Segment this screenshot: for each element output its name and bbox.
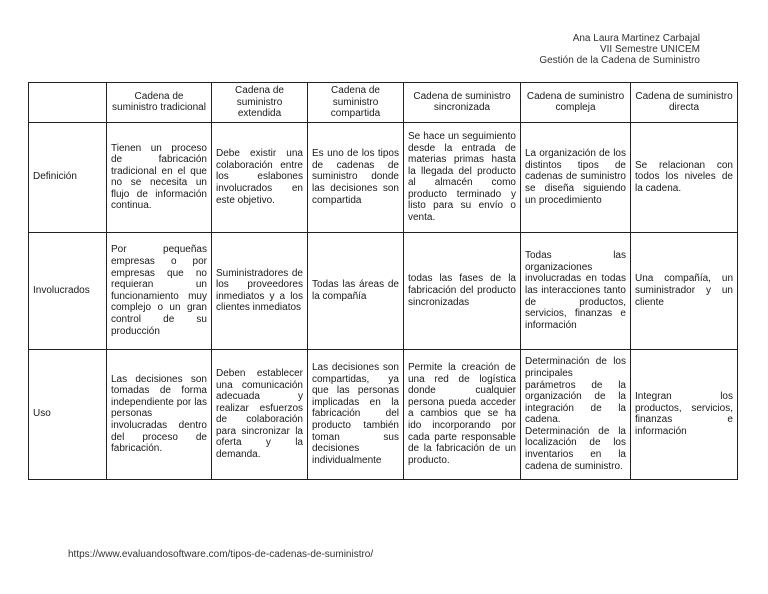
header-empty-cell bbox=[29, 83, 107, 123]
cell-involucrados-sincronizada: todas las fases de la fabricación del producto sincronizadas bbox=[404, 232, 521, 349]
row-label-uso: Uso bbox=[29, 349, 107, 479]
table-row-definicion bbox=[29, 122, 738, 232]
cell-definicion-compartida: Es uno de los tipos de cadenas de suministro donde las decisiones son compartida bbox=[308, 122, 404, 232]
cell-definicion-directa: Se relacionan con todos los niveles de la cadena. bbox=[631, 122, 738, 232]
column-header-sincronizada: Cadena de suministro sincronizada bbox=[404, 83, 521, 123]
cell-definicion-compleja: La organización de los distintos tipos de cadenas de suministro se diseña siguiendo un procedimiento bbox=[521, 122, 631, 232]
cell-definicion-extendida: Debe existir una colaboración entre los eslabones involucrados en este objetivo. bbox=[212, 122, 308, 232]
row-label-definicion: Definición bbox=[29, 122, 107, 232]
cell-involucrados-directa: Una compañía, un suministrador y un cliente bbox=[631, 232, 738, 349]
column-header-compartida: Cadena de suministro compartida bbox=[308, 83, 404, 123]
cell-involucrados-tradicional: Por pequeñas empresas o por empresas que no requieran un funcionamiento muy complejo o un gran control de su producción bbox=[107, 232, 212, 349]
column-header-compleja: Cadena de suministro compleja bbox=[521, 83, 631, 123]
table-header-row bbox=[29, 83, 738, 123]
cell-uso-tradicional: Las decisiones son tomadas de forma independiente por las personas involucradas dentro del proceso de fabricación. bbox=[107, 349, 212, 479]
source-link[interactable]: https://www.evaluandosoftware.com/tipos-de-cadenas-de-suministro/ bbox=[68, 549, 374, 560]
cell-uso-compartida: Las decisiones son compartidas, ya que las personas implicadas en la fabricación del producto también toman sus decisiones individualmente bbox=[308, 349, 404, 479]
document-header bbox=[539, 33, 700, 66]
row-label-involucrados: Involucrados bbox=[29, 232, 107, 349]
author-name: Ana Laura Martinez Carbajal bbox=[572, 33, 700, 44]
supply-chain-comparison-table bbox=[28, 82, 738, 480]
table-row-involucrados bbox=[29, 232, 738, 349]
course-title: Gestión de la Cadena de Suministro bbox=[539, 55, 700, 66]
cell-definicion-tradicional: Tienen un proceso de fabricación tradicional en el que no se necesita un flujo de información continua. bbox=[107, 122, 212, 232]
cell-uso-directa: Integran los productos, servicios, finanzas e información bbox=[631, 349, 738, 479]
column-header-tradicional: Cadena de suministro tradicional bbox=[107, 83, 212, 123]
cell-uso-extendida: Deben establecer una comunicación adecuada y realizar esfuerzos de colaboración para sincronizar la oferta y la demanda. bbox=[212, 349, 308, 479]
cell-uso-sincronizada: Permite la creación de una red de logística donde cualquier persona pueda acceder a cambios que se ha ido incorporando por cada parte responsable de la fabricación de un producto. bbox=[404, 349, 521, 479]
column-header-directa: Cadena de suministro directa bbox=[631, 83, 738, 123]
cell-involucrados-compartida: Todas las áreas de la compañía bbox=[308, 232, 404, 349]
semester-line: VII Semestre UNICEM bbox=[599, 44, 700, 55]
column-header-extendida: Cadena de suministro extendida bbox=[212, 83, 308, 123]
cell-involucrados-compleja: Todas las organizaciones involucradas en todas las interacciones tanto de productos, servicios, finanzas e información bbox=[521, 232, 631, 349]
table-row-uso bbox=[29, 349, 738, 479]
cell-definicion-sincronizada: Se hace un seguimiento desde la entrada de materias primas hasta la llegada del producto al almacén como producto terminado y listo para su envío o venta. bbox=[404, 122, 521, 232]
cell-involucrados-extendida: Suministradores de los proveedores inmediatos y a los clientes inmediatos bbox=[212, 232, 308, 349]
cell-uso-compleja: Determinación de los principales parámetros de la organización de la integración de la cadena. Determinación de la localización de los inventarios en la cadena de suministro. bbox=[521, 349, 631, 479]
